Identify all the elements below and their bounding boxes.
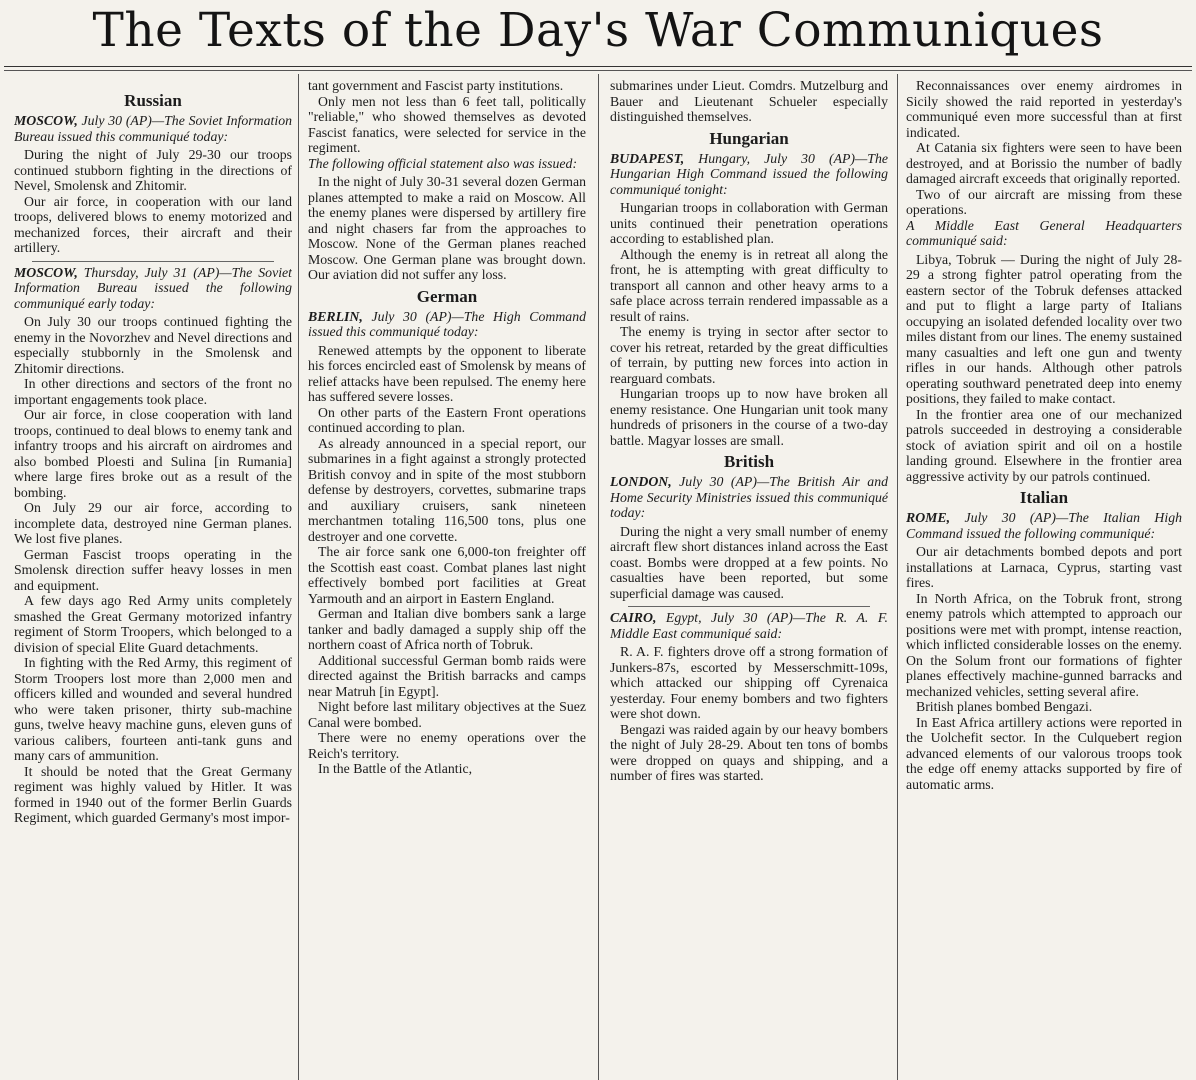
paragraph: In other directions and sectors of the front no important engagements took place. [14,376,292,407]
paragraph: It should be noted that the Great Germany regiment was highly valued by Hitler. It was formed in 1940 out of the former Berlin Guards Regiment, which guarded Germany's most impor- [14,763,292,825]
dateline-text: July 30 (AP)—The Italian High Command issued the following communiqué: [906,510,1182,541]
paragraph: British planes bombed Bengazi. [916,699,1093,714]
section-heading: Hungarian [709,128,789,148]
dateline-city: ROME, [906,510,951,525]
paragraph: At Catania six fighters were seen to have been destroyed, and at Borissio the number of badly damaged aircraft exceeds that originally reported. [906,140,1182,186]
dateline [610,151,888,198]
paragraph: In North Africa, on the Tobruk front, strong enemy patrols which attempted to approach our positions were met with prompt, intense reaction, which inflicted considerable losses on the enemy. On the Solum front our formations of fighter planes effectively machine-gunned barracks and mechanized vehicles, setting several afire. [906,590,1182,699]
paragraph: German Fascist troops operating in the Smolensk direction suffer heavy losses in men and equipment. [14,546,292,593]
paragraph: Hungarian troops up to now have broken all enemy resistance. One Hungarian unit took many hundreds of prisoners in the course of a two-day battle. Magyar losses are small. [610,386,888,448]
dateline [906,510,1182,541]
paragraph: In the frontier area one of our mechanized patrols succeeded in destroying a considerable stock of aviation spirit and oil on a hostile landing ground. Elsewhere in the frontier area aggressive activity by our patrols continued. [906,406,1182,484]
column-divider [598,74,599,1080]
dateline-city: MOSCOW, [14,113,78,128]
section-heading: Italian [1019,488,1069,507]
headline-rule-thin [4,70,1192,71]
paragraph: Libya, Tobruk — During the night of July 28-29 a strong fighter patrol operating from the eastern sector of the Tobruk defenses attacked and put to flight a large party of Italians occupying an isolated defended locality over two miles distant from our lines. The enemy sustained many casualties and left one gun and twenty rifles in our hands. Although other patrols operating southward penetrated deep into enemy positions, they failed to make contact. [906,251,1182,406]
column-italian [906,78,1182,1080]
paragraph: Bengazi was raided again by our heavy bombers the night of July 28-29. About ten tons of bombs were dropped on quays and shipping, and a number of fires was started. [610,721,888,783]
paragraph: Our air force, in cooperation with our land troops, delivered blows to enemy motorized and mechanized forces, their aircraft and their artillery. [14,193,292,255]
dateline-city: BUDAPEST, [610,150,685,166]
dateline [308,309,586,340]
paragraph: On July 29 our air force, according to incomplete data, destroyed nine German planes. We lost five planes. [14,500,292,546]
paragraph: tant government and Fascist party institutions. [308,78,564,93]
dateline-text: The following official statement also was issued: [308,155,578,171]
dateline-text: July 30 (AP)—The Soviet Information Bureau issued this communiqué today: [14,113,292,144]
dateline [308,156,586,172]
column-hungarian-british [610,78,888,1080]
paragraph: Only men not less than 6 feet tall, politically "reliable," who showed themselves as devoted Fascist fanatics, were selected for service in the regiment. [308,93,586,155]
headline-rule [4,66,1192,67]
paragraph: In East Africa artillery actions were reported in the Uolchefit sector. In the Culquebert region advanced elements of our valorous troops took the edge off enemy attacks supported by fire of automatic arms. [906,714,1182,792]
paragraph: Our air force, in close cooperation with land troops, continued to deal blows to enemy tank and infantry troops and his aircraft on airdromes and also bombed Ploesti and Sulina [in Rumania] where large fires broke out as a result of the bombing. [14,407,292,500]
dateline-text: Thursday, July 31 (AP)—The Soviet Information Bureau issued the following communiqué early today: [14,264,292,311]
section-heading: Russian [124,91,182,110]
paragraph: In fighting with the Red Army, this regiment of Storm Troopers lost more than 2,000 men and officers killed and wounded and several hundred who were taken prisoner, thirty sub-machine guns, twelve heavy machine guns, eleven guns of various calibers, fourteen anti-tank guns and many cars of ammunition. [14,655,292,763]
dateline-city: MOSCOW, [14,264,78,280]
dateline-text: July 30 (AP)—The High Command issued this communiqué today: [308,308,586,339]
dateline-city: CAIRO, [610,610,657,625]
headline: The Texts of the Day's War Communiques [92,3,1104,58]
dateline [610,610,888,641]
paragraph: Reconnaissances over enemy airdromes in Sicily showed the raid reported in yesterday's communiqué even more successful than at first indicated. [906,78,1182,140]
story-divider [32,261,274,262]
paragraph: In the Battle of the Atlantic, [318,761,473,776]
paragraph: In the night of July 30-31 several dozen German planes attempted to make a raid on Moscow. All the enemy planes were dispersed by artillery fire and night chasers far from the approaches to Moscow. None of the German planes reached Moscow. One German plane was brought down. Our aviation did not suffer any loss. [308,174,586,282]
paragraph: German and Italian dive bombers sank a large tanker and badly damaged a supply ship off the northern coast of Africa north of Tobruk. [308,606,586,652]
section-heading: German [416,286,478,306]
paragraph: Our air detachments bombed depots and port installations at Larnaca, Cyprus, starting vast fires. [906,544,1182,590]
paragraph: Two of our aircraft are missing from these operations. [906,186,1182,217]
dateline [610,474,888,521]
paragraph: Additional successful German bomb raids were directed against the British barracks and camps near Matruh [in Egypt]. [308,652,586,699]
dateline [14,113,292,144]
paragraph: The enemy is trying in sector after sector to cover his retreat, retarded by the great difficulties of terrain, by putting new forces into action in rearguard combats. [610,324,888,386]
dateline-text: July 30 (AP)—The British Air and Home Security Ministries issued this communiqué today: [610,474,888,520]
dateline [906,218,1182,249]
paragraph: As already announced in a special report, our submarines in a fight against a strongly protected British convoy and in spite of the most stubborn defense by destroyers, corvettes, submarine traps and auxiliary cruisers, sank nineteen merchantmen totaling 116,500 tons, plus one destroyer and one corvette. [308,435,586,544]
paragraph: During the night of July 29-30 our troops continued stubborn fighting in the directions of Nevel, Smolensk and Zhitomir. [14,147,292,193]
paragraph: A few days ago Red Army units completely smashed the Great Germany motorized infantry regiment of Storm Troopers, which belonged to a division of special Elite Guard detachments. [14,593,292,655]
dateline-city: BERLIN, [308,308,363,324]
dateline-text: A Middle East General Headquarters communiqué said: [906,217,1182,248]
paragraph: During the night a very small number of enemy aircraft flew short distances inland across the East coast. Bombs were dropped at a few points. No casualties have been reported, but some superficial damage was caused. [610,523,888,601]
paragraph: On July 30 our troops continued fighting the enemy in the Novorzhev and Nevel directions and especially stubbornly in the Smolensk and Zhitomir directions. [14,314,292,376]
column-divider [897,74,898,1080]
paragraph: Night before last military objectives at the Suez Canal were bombed. [308,699,586,730]
paragraph: submarines under Lieut. Comdrs. Mutzelburg and Bauer and Lieutenant Schueler especially distinguished themselves. [610,78,888,124]
paragraph: R. A. F. fighters drove off a strong formation of Junkers-87s, escorted by Messerschmitt-109s, which attacked our shipping off Cyrenaica yesterday. Four enemy bombers and two fighters were shot down. [610,644,888,721]
paragraph: Renewed attempts by the opponent to liberate his forces encircled east of Smolensk by means of relief attacks have been repulsed. The enemy here has suffered severe losses. [308,342,586,404]
dateline-text: Hungary, July 30 (AP)—The Hungarian High Command issued the following communiqué tonight: [610,150,888,197]
story-divider [628,606,870,607]
section-heading: British [723,452,775,471]
dateline-city: LONDON, [610,474,672,489]
column-russian [14,78,292,1080]
paragraph: Although the enemy is in retreat all along the front, he is attempting with great difficulty to transport all cannon and other heavy arms to a safe place across terrain rendered impassable as a result of rains. [610,246,888,324]
paragraph: The air force sank one 6,000-ton freighter off the Scottish east coast. Combat planes last night effectively bombed port facilities at Great Yarmouth and an airport in Eastern England. [308,544,586,606]
column-german [308,78,586,1080]
dateline [14,265,292,312]
paragraph: There were no enemy operations over the Reich's territory. [308,730,586,761]
paragraph: Hungarian troops in collaboration with German units continued their penetration operations according to established plan. [610,200,888,246]
column-divider [298,74,299,1080]
paragraph: On other parts of the Eastern Front operations continued according to plan. [308,404,586,435]
dateline-text: Egypt, July 30 (AP)—The R. A. F. Middle East communiqué said: [610,610,888,641]
